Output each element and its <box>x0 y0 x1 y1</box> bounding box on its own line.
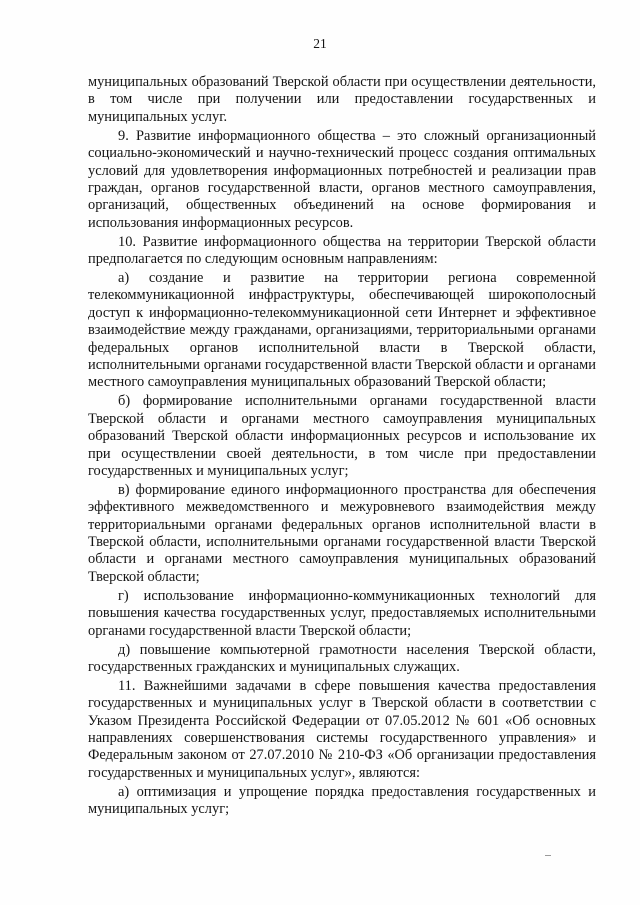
scan-artifact <box>545 855 551 856</box>
paragraph-11: 11. Важнейшими задачами в сфере повышения качества предоставления государственных и муниципальных услуг в Тверской области в соответствии с Указом Президента Российской Федерации от 07.05.2012 № 601 «Об основных направлениях совершенствования системы государственного управления» и Федеральным законом от 27.07.2010 № 210-ФЗ «Об организации предоставления государственных и муниципальных услуг», являются: <box>88 677 596 781</box>
paragraph-continuation: муниципальных образований Тверской области при осуществлении деятельности, в том числе при получении или предоставлении государственных и муниципальных услуг. <box>88 74 596 125</box>
body-text <box>88 74 596 820</box>
list-item-g: г) использование информационно-коммуникационных технологий для повышения качества государственных услуг, предоставляемых исполнительными органами государственной власти Тверской области; <box>88 587 596 639</box>
list-item-a-2: а) оптимизация и упрощение порядка предоставления государственных и муниципальных услуг; <box>88 783 596 818</box>
page-number: 21 <box>313 36 327 51</box>
paragraph-10: 10. Развитие информационного общества на территории Тверской области предполагается по следующим основным направлениям: <box>88 233 596 268</box>
list-item-b: б) формирование исполнительными органами государственной власти Тверской области и органами местного самоуправления муниципальных образований Тверской области информационных ресурсов и использование их при осуществлении своей деятельности, в том числе при предоставлении государственных и муниципальных услуг; <box>88 393 596 479</box>
list-item-a: а) создание и развитие на территории региона современной телекоммуникационной инфраструктуры, обеспечивающей широкополосный доступ к информационно-телекоммуникационной сети Интернет и эффективное взаимодействие между гражданами, организациями, территориальными органами федеральных органов исполнительной власти в Тверской области, исполнительными органами государственной власти Тверской области и органами местного самоуправления муниципальных образований Тверской области; <box>88 269 596 391</box>
paragraph-9: 9. Развитие информационного общества – это сложный организационный социально-экономический и научно-технический процесс создания оптимальных условий для удовлетворения информационных потребностей и реализации прав граждан, органов государственной власти, органов местного самоуправления, организаций, общественных объединений на основе формирования и использования информационных ресурсов. <box>88 127 596 231</box>
list-item-v: в) формирование единого информационного пространства для обеспечения эффективного межведомственного и межуровневого взаимодействия между территориальными органами федеральных органов исполнительной власти в Тверской области, исполнительными органами государственной власти Тверской области и органами местного самоуправления муниципальных образований Тверской области; <box>88 481 596 585</box>
list-item-d: д) повышение компьютерной грамотности населения Тверской области, государственных гражданских и муниципальных служащих. <box>88 641 596 675</box>
